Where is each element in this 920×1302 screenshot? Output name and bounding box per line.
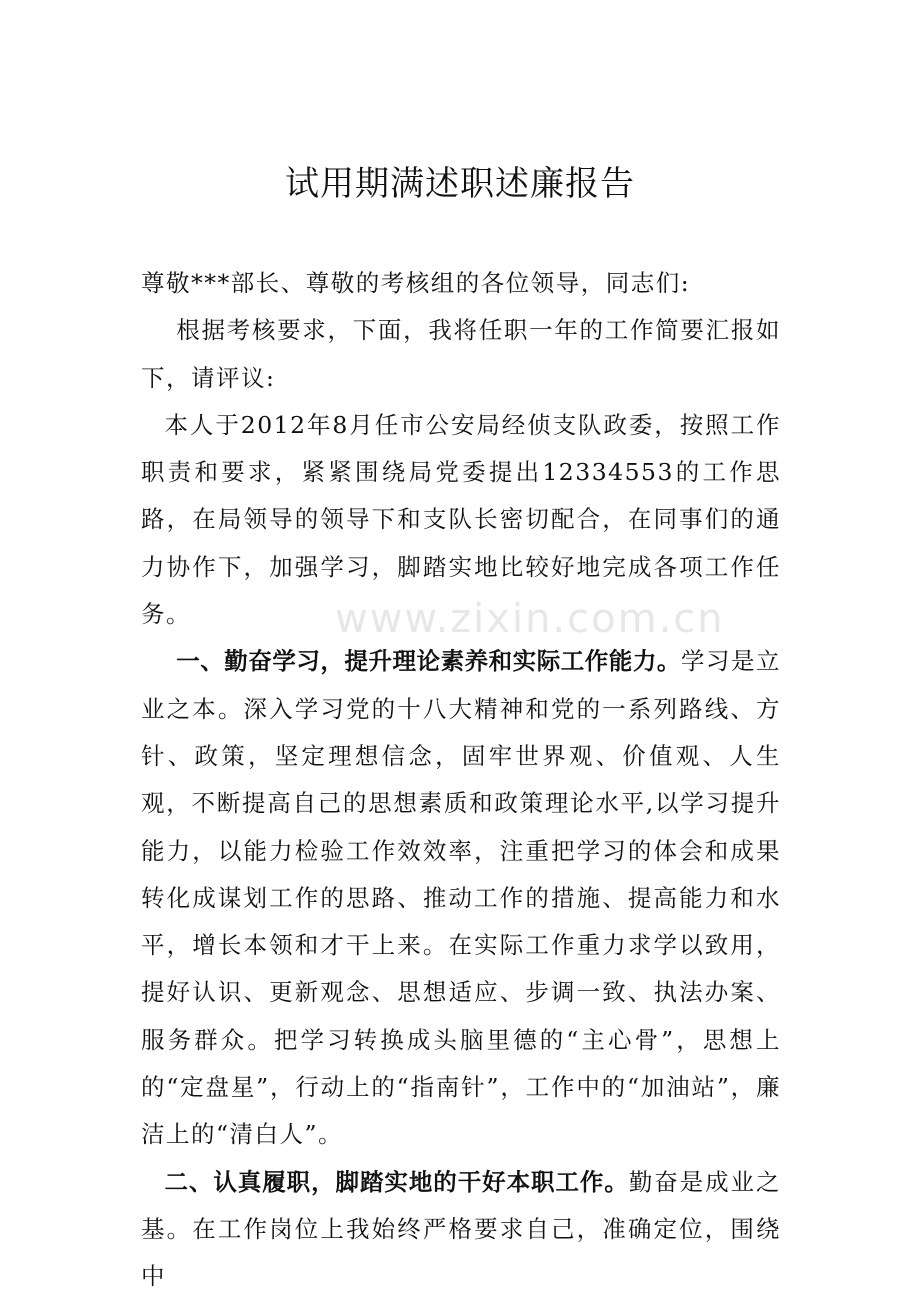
document-title: 试用期满述职述廉报告: [285, 164, 635, 204]
section-1-text: 学习是立业之本。深入学习党的十八大精神和党的一系列路线、方针、政策，坚定理想信念，固牢世界观、价值观、人生观，不断提高自己的思想素质和政策理论水平,以学习提升能力，以能力检验工作效效率，注重把学习的体会和成果转化成谋划工作的思路、推动工作的措施、提高能力和水平，增长本领和才干上来。在实际工作重力求学以致用，提好认识、更新观念、思想适应、步调一致、执法办案、服务群众。把学习转换成头脑里德的“主心骨”，思想上的“定盘星”，行动上的“指南针”，工作中的“加油站”，廉洁上的“清白人”。: [141, 647, 781, 1149]
section-1-paragraph: [141, 638, 781, 1158]
intro-paragraph: 根据考核要求，下面，我将任职一年的工作简要汇报如下，请评议:: [141, 316, 781, 392]
section-2-text: 勤奋是成业之基。在工作岗位上我始终严格要求自己，准确定位，围绕中: [141, 1167, 781, 1291]
section-1-heading: 一、勤奋学习，提升理论素养和实际工作能力。: [176, 647, 681, 676]
watermark: www.zixin.com.cn: [335, 596, 725, 642]
section-2-paragraph: [141, 1159, 781, 1301]
salutation: 尊敬***部长、尊敬的考核组的各位领导，同志们:: [141, 269, 691, 297]
background-paragraph: 本人于2012年8月任市公安局经侦支队政委，按照工作职责和要求，紧紧围绕局党委提出12334553的工作思路，在局领导的领导下和支队长密切配合，在同事们的通力协作下，加强学习，脚踏实地比较好地完成各项工作任务。: [141, 410, 781, 629]
section-2-heading: 二、认真履职，脚踏实地的干好本职工作。: [164, 1167, 629, 1196]
document-body: [141, 260, 781, 1301]
